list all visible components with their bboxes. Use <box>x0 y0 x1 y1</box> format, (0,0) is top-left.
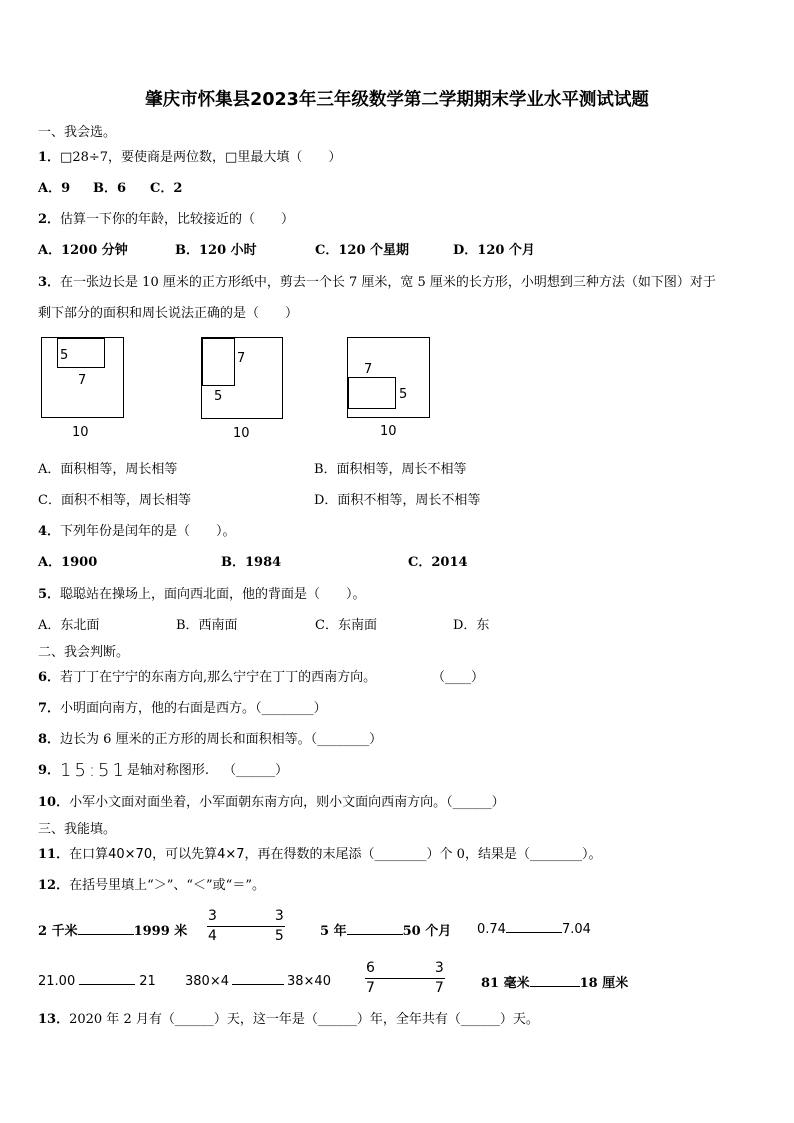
question-text: 2020 年 2 月有（______）天，这一年是（______）年，全年共有（______）天。 <box>69 1012 539 1027</box>
q8-answer-blank[interactable]: （________） <box>310 732 383 747</box>
question-2 <box>38 208 294 227</box>
q5-option-d[interactable]: D．东 <box>453 618 490 633</box>
question-text: 在口算 <box>69 847 109 862</box>
q7-answer-blank[interactable]: （________） <box>255 701 327 716</box>
square-outline <box>202 338 283 419</box>
question-text: 估算一下你的年龄，比较接近的（ ） <box>60 212 295 227</box>
fraction: $\frac{6}{7}$ <box>366 960 375 996</box>
compare-right: 18 厘米 <box>579 976 629 991</box>
q5-option-c[interactable]: C．东南面 <box>315 618 377 633</box>
q1-option-a[interactable]: A．9 <box>38 181 71 196</box>
q10-answer-blank[interactable]: （______） <box>446 795 505 810</box>
compare-left: 5 年 <box>320 924 347 939</box>
q3-figures <box>0 330 794 445</box>
question-number: 9． <box>38 763 61 778</box>
question-number: 3． <box>38 275 61 290</box>
figure-label: 5 <box>214 389 223 404</box>
question-10 <box>38 791 505 810</box>
math-expression: 40×70 <box>108 847 153 862</box>
compare-right: 1999 米 <box>133 924 188 939</box>
compare-left: 0.74 <box>477 922 506 937</box>
figure-3 <box>348 338 430 440</box>
figure-label: 7 <box>237 351 246 366</box>
q3-option-b[interactable]: B．面积相等，周长不相等 <box>314 462 467 477</box>
figure-label: 10 <box>72 425 89 440</box>
q12-item-2 <box>207 907 285 946</box>
question-text: 小军小文面对面坐着，小军面朝东南方向，则小文面向西南方向。 <box>69 795 447 810</box>
compare-blank[interactable] <box>218 926 274 927</box>
section-heading-two: 二、我会判断。 <box>38 645 130 660</box>
q9-answer-blank[interactable]: （______） <box>223 763 289 778</box>
q4-option-b[interactable]: B．1984 <box>221 555 282 570</box>
question-number: 2． <box>38 212 61 227</box>
question-number: 7． <box>38 701 61 716</box>
q12-item-6 <box>185 972 331 989</box>
q3-option-d[interactable]: D．面积不相等，周长不相等 <box>314 493 481 508</box>
question-text: 是轴对称图形. <box>126 763 210 778</box>
fraction: $\frac{3}{4}$ <box>208 908 217 944</box>
compare-blank[interactable] <box>506 920 562 933</box>
question-number: 10． <box>38 795 70 810</box>
compare-right: 7.04 <box>561 922 591 937</box>
q2-option-b[interactable]: B．120 小时 <box>175 243 257 258</box>
q6-answer-blank[interactable]: （____） <box>432 670 485 685</box>
question-number: 5． <box>38 587 61 602</box>
figure-label: 5 <box>399 387 408 402</box>
compare-left: 21.00 <box>38 974 76 989</box>
question-number: 1． <box>38 150 61 165</box>
question-1 <box>38 146 341 165</box>
compare-right: 21 <box>139 974 156 989</box>
question-text: ，再在得数的末尾添（________）个 0，结果是（________）。 <box>244 847 602 862</box>
figure-2 <box>202 338 283 442</box>
section-heading-three: 三、我能填。 <box>38 822 117 837</box>
question-number: 11． <box>38 847 70 862</box>
question-number: 13． <box>38 1012 70 1027</box>
question-3 <box>38 271 716 290</box>
figure-label: 10 <box>380 424 397 439</box>
q12-item-5 <box>38 972 156 989</box>
compare-right: 38×40 <box>286 974 331 989</box>
q2-option-a[interactable]: A．1200 分钟 <box>38 243 128 258</box>
question-3-line2: 剩下部分的面积和周长说法正确的是（ ） <box>38 306 299 321</box>
question-text: 小明面向南方，他的右面是西方。 <box>60 701 256 716</box>
question-5 <box>38 583 366 602</box>
q12-item-3 <box>320 920 451 939</box>
q1-option-c[interactable]: C．2 <box>150 181 183 196</box>
q2-option-c[interactable]: C．120 个星期 <box>315 243 410 258</box>
question-text: □28÷7，要使商是两位数，□里最大填（ ） <box>60 150 342 165</box>
q12-item-8 <box>481 972 628 991</box>
question-9 <box>38 759 288 781</box>
figure-label: 7 <box>78 373 87 388</box>
compare-left: 380×4 <box>185 974 229 989</box>
figure-label: 7 <box>364 362 373 377</box>
compare-blank[interactable] <box>232 972 284 985</box>
fraction: $\frac{3}{5}$ <box>274 908 284 944</box>
question-7 <box>38 697 327 716</box>
page-title: 肇庆市怀集县2023年三年级数学第二学期期末学业水平测试试题 <box>145 90 649 110</box>
question-number: 12． <box>38 878 70 893</box>
compare-blank[interactable] <box>347 922 403 935</box>
q12-item-1 <box>38 920 187 939</box>
fraction: $\frac{3}{7}$ <box>434 960 444 996</box>
section-heading-one: 一、我会选。 <box>38 125 117 140</box>
question-12 <box>38 874 265 893</box>
question-text-line1: 在一张边长是 10 厘米的正方形纸中，剪去一个长 7 厘米，宽 5 厘米的长方形，小明想到三种方法（如下图）对于 <box>60 275 716 290</box>
question-text: 在括号里填上“＞”、“＜”或“＝”。 <box>69 878 265 893</box>
compare-blank[interactable] <box>376 978 434 979</box>
question-text: ，可以先算 <box>152 847 218 862</box>
question-13 <box>38 1008 539 1027</box>
cut-rectangle <box>203 339 235 386</box>
figure-1 <box>42 338 124 441</box>
question-number: 4． <box>38 524 61 539</box>
math-expression: 4×7 <box>217 847 245 862</box>
q12-item-7 <box>365 959 445 998</box>
q3-option-a[interactable]: A．面积相等，周长相等 <box>38 462 178 477</box>
question-number: 8． <box>38 732 61 747</box>
question-text: 边长为 6 厘米的正方形的周长和面积相等。 <box>60 732 311 747</box>
q4-option-a[interactable]: A．1900 <box>38 555 98 570</box>
q2-option-d[interactable]: D．120 个月 <box>453 243 535 258</box>
question-11 <box>38 843 601 862</box>
compare-blank[interactable] <box>530 974 580 987</box>
q4-option-c[interactable]: C．2014 <box>408 555 468 570</box>
q1-option-b[interactable]: B．6 <box>93 181 127 196</box>
compare-left: 81 毫米 <box>481 976 530 991</box>
digital-clock-display: 15:51 <box>60 760 127 781</box>
figure-label: 5 <box>60 348 69 363</box>
compare-right: 50 个月 <box>402 924 452 939</box>
question-text: 若丁丁在宁宁的东南方向,那么宁宁在丁丁的西南方向。 <box>60 670 377 685</box>
q12-item-4 <box>477 920 591 937</box>
question-text: 下列年份是闰年的是（ ）。 <box>60 524 236 539</box>
q5-option-a[interactable]: A．东北面 <box>38 618 100 633</box>
compare-blank[interactable] <box>78 922 134 935</box>
question-number: 6． <box>38 670 61 685</box>
question-4 <box>38 520 236 539</box>
cut-rectangle <box>349 378 396 409</box>
q5-option-b[interactable]: B．西南面 <box>176 618 238 633</box>
figure-label: 10 <box>233 426 250 441</box>
question-8 <box>38 728 382 747</box>
question-6 <box>38 666 376 685</box>
compare-blank[interactable] <box>79 972 135 985</box>
compare-left: 2 千米 <box>38 924 78 939</box>
question-text: 聪聪站在操场上，面向西北面，他的背面是（ ）。 <box>60 587 366 602</box>
q3-option-c[interactable]: C．面积不相等，周长相等 <box>38 493 191 508</box>
